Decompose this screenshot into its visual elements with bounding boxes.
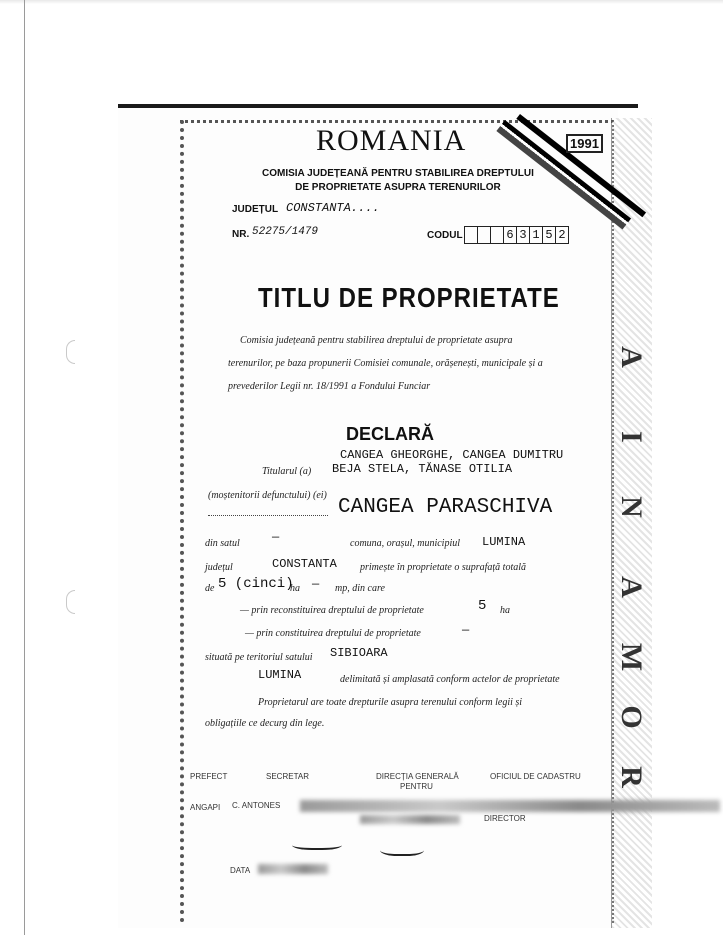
number-value: 52275/1479 — [252, 226, 319, 238]
signature-scribble — [292, 838, 342, 850]
year-stamp: 1991 — [566, 134, 603, 153]
county-label-2: județul — [205, 562, 233, 573]
side-letter: I — [615, 431, 648, 443]
document-title: TITLU DE PROPRIETATE — [258, 282, 560, 314]
redacted-strip — [300, 800, 720, 812]
code-digit: 5 — [543, 227, 556, 243]
code-digit: 1 — [530, 227, 543, 243]
commune-value: LUMINA — [482, 535, 526, 549]
side-letter: A — [615, 576, 648, 598]
ha-label: ha — [500, 605, 510, 616]
side-letter: O — [615, 705, 648, 729]
dotted-line — [208, 515, 328, 516]
territory-label: situată pe teritoriul satului — [205, 652, 313, 663]
holders-line-1: CANGEA GHEORGHE, CANGEA DUMITRU — [340, 448, 564, 462]
area-value: 5 (cinci) — [218, 576, 294, 592]
redacted-strip — [360, 815, 460, 824]
ha-label: ha — [290, 583, 300, 594]
code-digit — [478, 227, 491, 243]
county-value-2: CONSTANTA — [272, 557, 337, 571]
village-value: — — [272, 530, 280, 544]
signature-scribble — [380, 842, 424, 856]
territory-value: SIBIOARA — [330, 646, 388, 660]
code-digit: 2 — [558, 228, 566, 242]
number-label: NR. — [232, 229, 250, 240]
county-value: CONSTANTA.... — [286, 201, 380, 215]
code-digit — [491, 227, 504, 243]
declares-heading: DECLARĂ — [346, 424, 434, 444]
preamble-line-3: prevederilor Legii nr. 18/1991 a Fondului Funciar — [228, 381, 431, 392]
punch-hole — [66, 590, 75, 614]
punch-hole — [66, 340, 75, 364]
closing-line-3: obligațiile ce decurg din lege. — [205, 718, 325, 729]
directorate-label-2: PENTRU — [400, 782, 433, 791]
side-letter: M — [615, 642, 648, 672]
county-label: JUDEȚUL — [232, 204, 279, 215]
area-prefix: de — [205, 583, 215, 594]
constitution-text: — prin constituirea dreptului de proprietate — [245, 628, 421, 639]
scan-top-edge — [0, 0, 723, 4]
cadastre-label: OFICIUL DE CADASTRU — [490, 772, 581, 781]
deceased-name: CANGEA PARASCHIVA — [338, 496, 553, 519]
scan-left-edge — [24, 0, 25, 935]
mp-label: mp, din care — [335, 583, 385, 594]
directorate-label: DIRECȚIA GENERALĂ — [376, 772, 459, 781]
code-digit — [465, 227, 478, 243]
side-letter: R — [615, 766, 648, 788]
code-digit: 3 — [517, 227, 530, 243]
commune-label: comuna, orașul, municipiul — [350, 538, 460, 549]
heirs-label: (moștenitorii defunctului) (ei) — [208, 490, 327, 501]
holders-label: Titularul (a) — [262, 466, 312, 477]
row2-name: C. ANTONES — [232, 801, 281, 810]
commune-value-2: LUMINA — [258, 668, 302, 682]
country-title: ROMANIA — [316, 124, 467, 157]
holders-line-2: BEJA STELA, TĂNASE OTILIA — [332, 462, 513, 476]
date-label: DATA — [230, 866, 251, 875]
row2-prefix: ANGAPI — [190, 803, 221, 812]
reconstitution-text: — prin reconstituirea dreptului de proprietate — [240, 605, 424, 616]
village-label: din satul — [205, 538, 240, 549]
commission-heading — [262, 167, 534, 195]
commission-line-2: DE PROPRIETATE ASUPRA TERENURILOR — [295, 182, 501, 193]
redacted-date — [258, 864, 328, 874]
reconstitution-value: 5 — [478, 598, 487, 614]
prefect-label: PREFECT — [190, 772, 228, 781]
commission-line-1: COMISIA JUDEȚEANĂ PENTRU STABILIREA DREPTULUI — [262, 168, 534, 179]
code-boxes — [464, 226, 569, 244]
code-label: CODUL — [427, 230, 463, 241]
closing-line-2: Proprietarul are toate drepturile asupra terenului conform legii și — [258, 697, 523, 708]
secretary-label: SECRETAR — [266, 772, 309, 781]
side-letter: N — [615, 496, 648, 518]
code-digit: 6 — [504, 227, 517, 243]
closing-line-1: delimitată și amplasată conform actelor de proprietate — [340, 674, 560, 685]
director-label: DIRECTOR — [484, 814, 526, 823]
preamble-line-2: terenurilor, pe baza propunerii Comisiei comunale, orășenești, municipale și a — [228, 358, 543, 369]
constitution-value: — — [462, 623, 470, 637]
preamble-line-1: Comisia județeană pentru stabilirea dreptului de proprietate asupra — [240, 335, 513, 346]
side-letter: A — [615, 346, 648, 368]
ha-dash: — — [312, 577, 320, 591]
own-text: primește în proprietate o suprafață totală — [360, 562, 527, 573]
